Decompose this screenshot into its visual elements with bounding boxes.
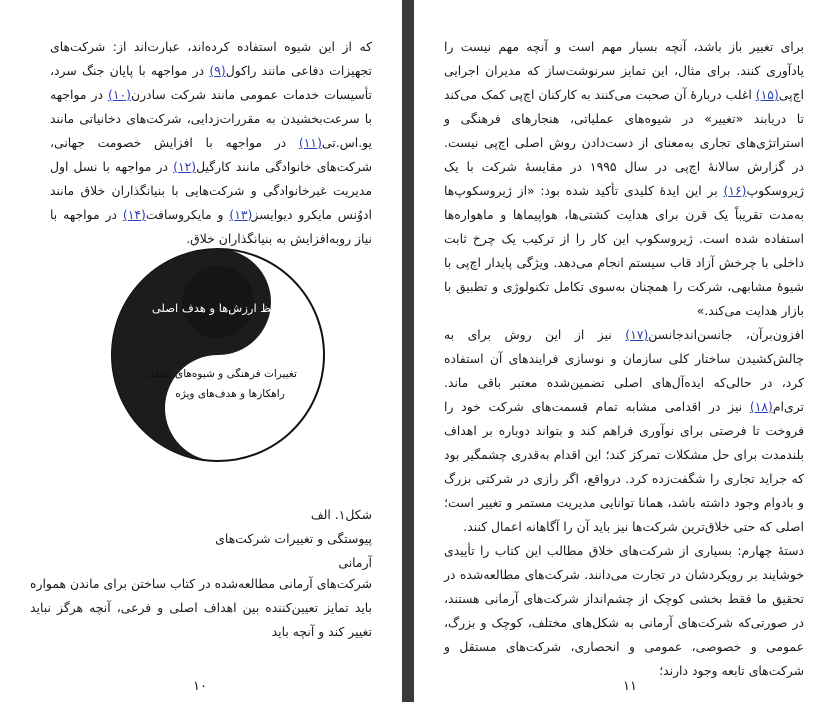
footnote-link-17[interactable]: (۱۷) <box>625 327 649 342</box>
text-run: اغلب دربارهٔ آن صحبت می‌کنند به کارکنان اچ‌پی کمک می‌کند تا دریابند «تغییر» در شیوه‌های عملیاتی، هنجارهای فرهنگی و استراتژی‌های تجاری به‌معنای از دست‌دادن روش اصلی اچ‌پی نیست. در گزارش سالانهٔ اچ‌پی در سال ۱۹۹۵ در مقایسهٔ شرکت با یک ژیروسکوپ <box>444 87 804 198</box>
left-page-number: ۱۰ <box>193 679 207 694</box>
figure-caption <box>190 503 372 575</box>
footnote-link-10[interactable]: (۱۰) <box>107 87 131 102</box>
right-page-paragraph-3: دستهٔ چهارم: بسیاری از شرکت‌های خلاق مطالب این کتاب را تأییدی خوشایند بر رویکردشان در تجارت می‌دانند. شرکت‌های مطالعه‌شده در تحقیق ما فقط بخشی کوچک از چشم‌انداز شرکت‌های آرمانی هستند، در صورتی‌که شرکت‌های آرمانی به شکل‌های مختلف، کوچک و بزرگ، عمومی و خصوصی، عمومی و انحصاری، شرکت‌های مستقل و شرکت‌های تابعه وجود دارند؛ <box>444 543 804 678</box>
right-page-paragraph-1 <box>444 35 804 323</box>
text-run: نیز از این روش برای به چالش‌کشیدن ساختار کلی سازمان و نوسازی فرایندهای آن استفاده کرد، در حالی‌که ایده‌آل‌های اصلی تضمین‌شده معتبر باقی ماند. تری‌ام <box>444 327 804 414</box>
right-page-paragraph-2 <box>444 323 804 539</box>
book-spine <box>402 0 414 702</box>
right-page-number: ۱۱ <box>623 679 637 694</box>
yin-yang-figure <box>108 245 328 465</box>
right-page-text <box>444 35 804 683</box>
caption-line-2: پیوستگی و تغییرات شرکت‌های آرمانی <box>215 531 372 570</box>
footnote-link-16[interactable]: (۱۶) <box>723 183 747 198</box>
left-page <box>0 0 402 702</box>
text-run: و مایکروسافت <box>145 207 230 222</box>
text-run: در مواجهه با افزایش خصومت جهانی، شرکت‌های خانوادگی مانند کارگیل <box>50 135 372 174</box>
footnote-link-14[interactable]: (۱۴) <box>122 207 146 222</box>
caption-line-1: شکل۱. الف <box>310 507 372 522</box>
text-run: نیز در اقدامی مشابه تمام قسمت‌های شرکت خود را فروخت تا فرصتی برای نوآوری فراهم کند و بتواند دوباره بر اهداف بلندمدت برای حل مشکلات تمرکز کند؛ این اقدام به‌قدری چشمگیر بود که جراید تجاری را شگفت‌زده کرد. درواقع، اگر رازی در شرکتی بزرگ و بادوام وجود داشته باشد، همانا توانایی مدیریت مستمر و تغییر است؛ اصلی که حتی خلاق‌ترین شرکت‌ها نیز باید آن را آگاهانه اعمال کنند. <box>444 399 804 534</box>
figure-bottom-label-1: تغییرات فرهنگی و شیوه‌های عملی <box>147 368 297 380</box>
text-run: در مواجهه با نسل اول مدیریت غیرخانوادگی و شرکت‌هایی با بنیانگذاران خلاق مانند ادوُنس مایکرو دیوایسز <box>50 159 372 222</box>
text-run: افزون‌برآن، جانسن‌اندجانسن <box>648 327 805 342</box>
text-run: شرکت‌های آرمانی مطالعه‌شده در کتاب ساختن برای ماندن همواره باید تمایز تعیین‌کننده بین اهداف اصلی و فرعی، آنچه هرگز نباید تغییر کند و آنچه باید <box>30 576 372 639</box>
text-run: بر این ایدهٔ کلیدی تأکید شده بود: «از ژیروسکوپ‌ها به‌مدت تقریباً یک قرن برای هدایت کشتی‌ها، هواپیماها و ماهواره‌ها استفاده شده است. ژیروسکوپ این کار را از ترکیب یک چرخ ثابت داخلی با چرخش آزاد قاب سیستم انجام می‌دهد. ویژگی پایدار اچ‌پی با شیوهٔ مشابهی، شرکت را همچنان به‌سوی تکامل تکنولوژی و تطبیق با بازار هدایت می‌کند.» <box>444 183 804 318</box>
footnote-link-9[interactable]: (۹) <box>209 63 226 78</box>
text-run: برای تغییر باز باشد، آنچه بسیار مهم است و آنچه مهم نیست را یادآوری کنند. برای مثال، این تمایز سرنوشت‌ساز که مدیران اجرایی اچ‌پی <box>444 39 804 102</box>
left-page-bottom-paragraph <box>30 572 372 644</box>
text-run: در مواجهه با سرعت‌بخشیدن به مقررات‌زدایی، شرکت‌های دخانیاتی مانند یو.اس.تی <box>50 87 372 150</box>
left-page-paragraph <box>50 35 372 251</box>
text-run: در مواجهه با نیاز روبه‌افزایش به بنیانگذاران خلاق. <box>50 207 372 246</box>
right-page <box>414 0 816 702</box>
footnote-link-12[interactable]: (۱۲) <box>173 159 197 174</box>
footnote-link-13[interactable]: (۱۳) <box>229 207 253 222</box>
footnote-link-15[interactable]: (۱۵) <box>755 87 779 102</box>
footnote-link-18[interactable]: (۱۸) <box>749 399 773 414</box>
footnote-link-11[interactable]: (۱۱) <box>298 135 322 150</box>
figure-top-label: حفظ ارزش‌ها و هدف اصلی <box>151 301 285 315</box>
text-run: در مواجهه با پایان جنگ سرد، تأسیسات خدمات عمومی مانند شرکت سادرن <box>50 63 373 102</box>
figure-bottom-label-2: راهکارها و هدف‌های ویژه <box>175 388 285 400</box>
text-run: که از این شیوه استفاده کرده‌اند، عبارت‌اند از: شرکت‌های تجهیزات دفاعی مانند راکول <box>50 39 372 78</box>
